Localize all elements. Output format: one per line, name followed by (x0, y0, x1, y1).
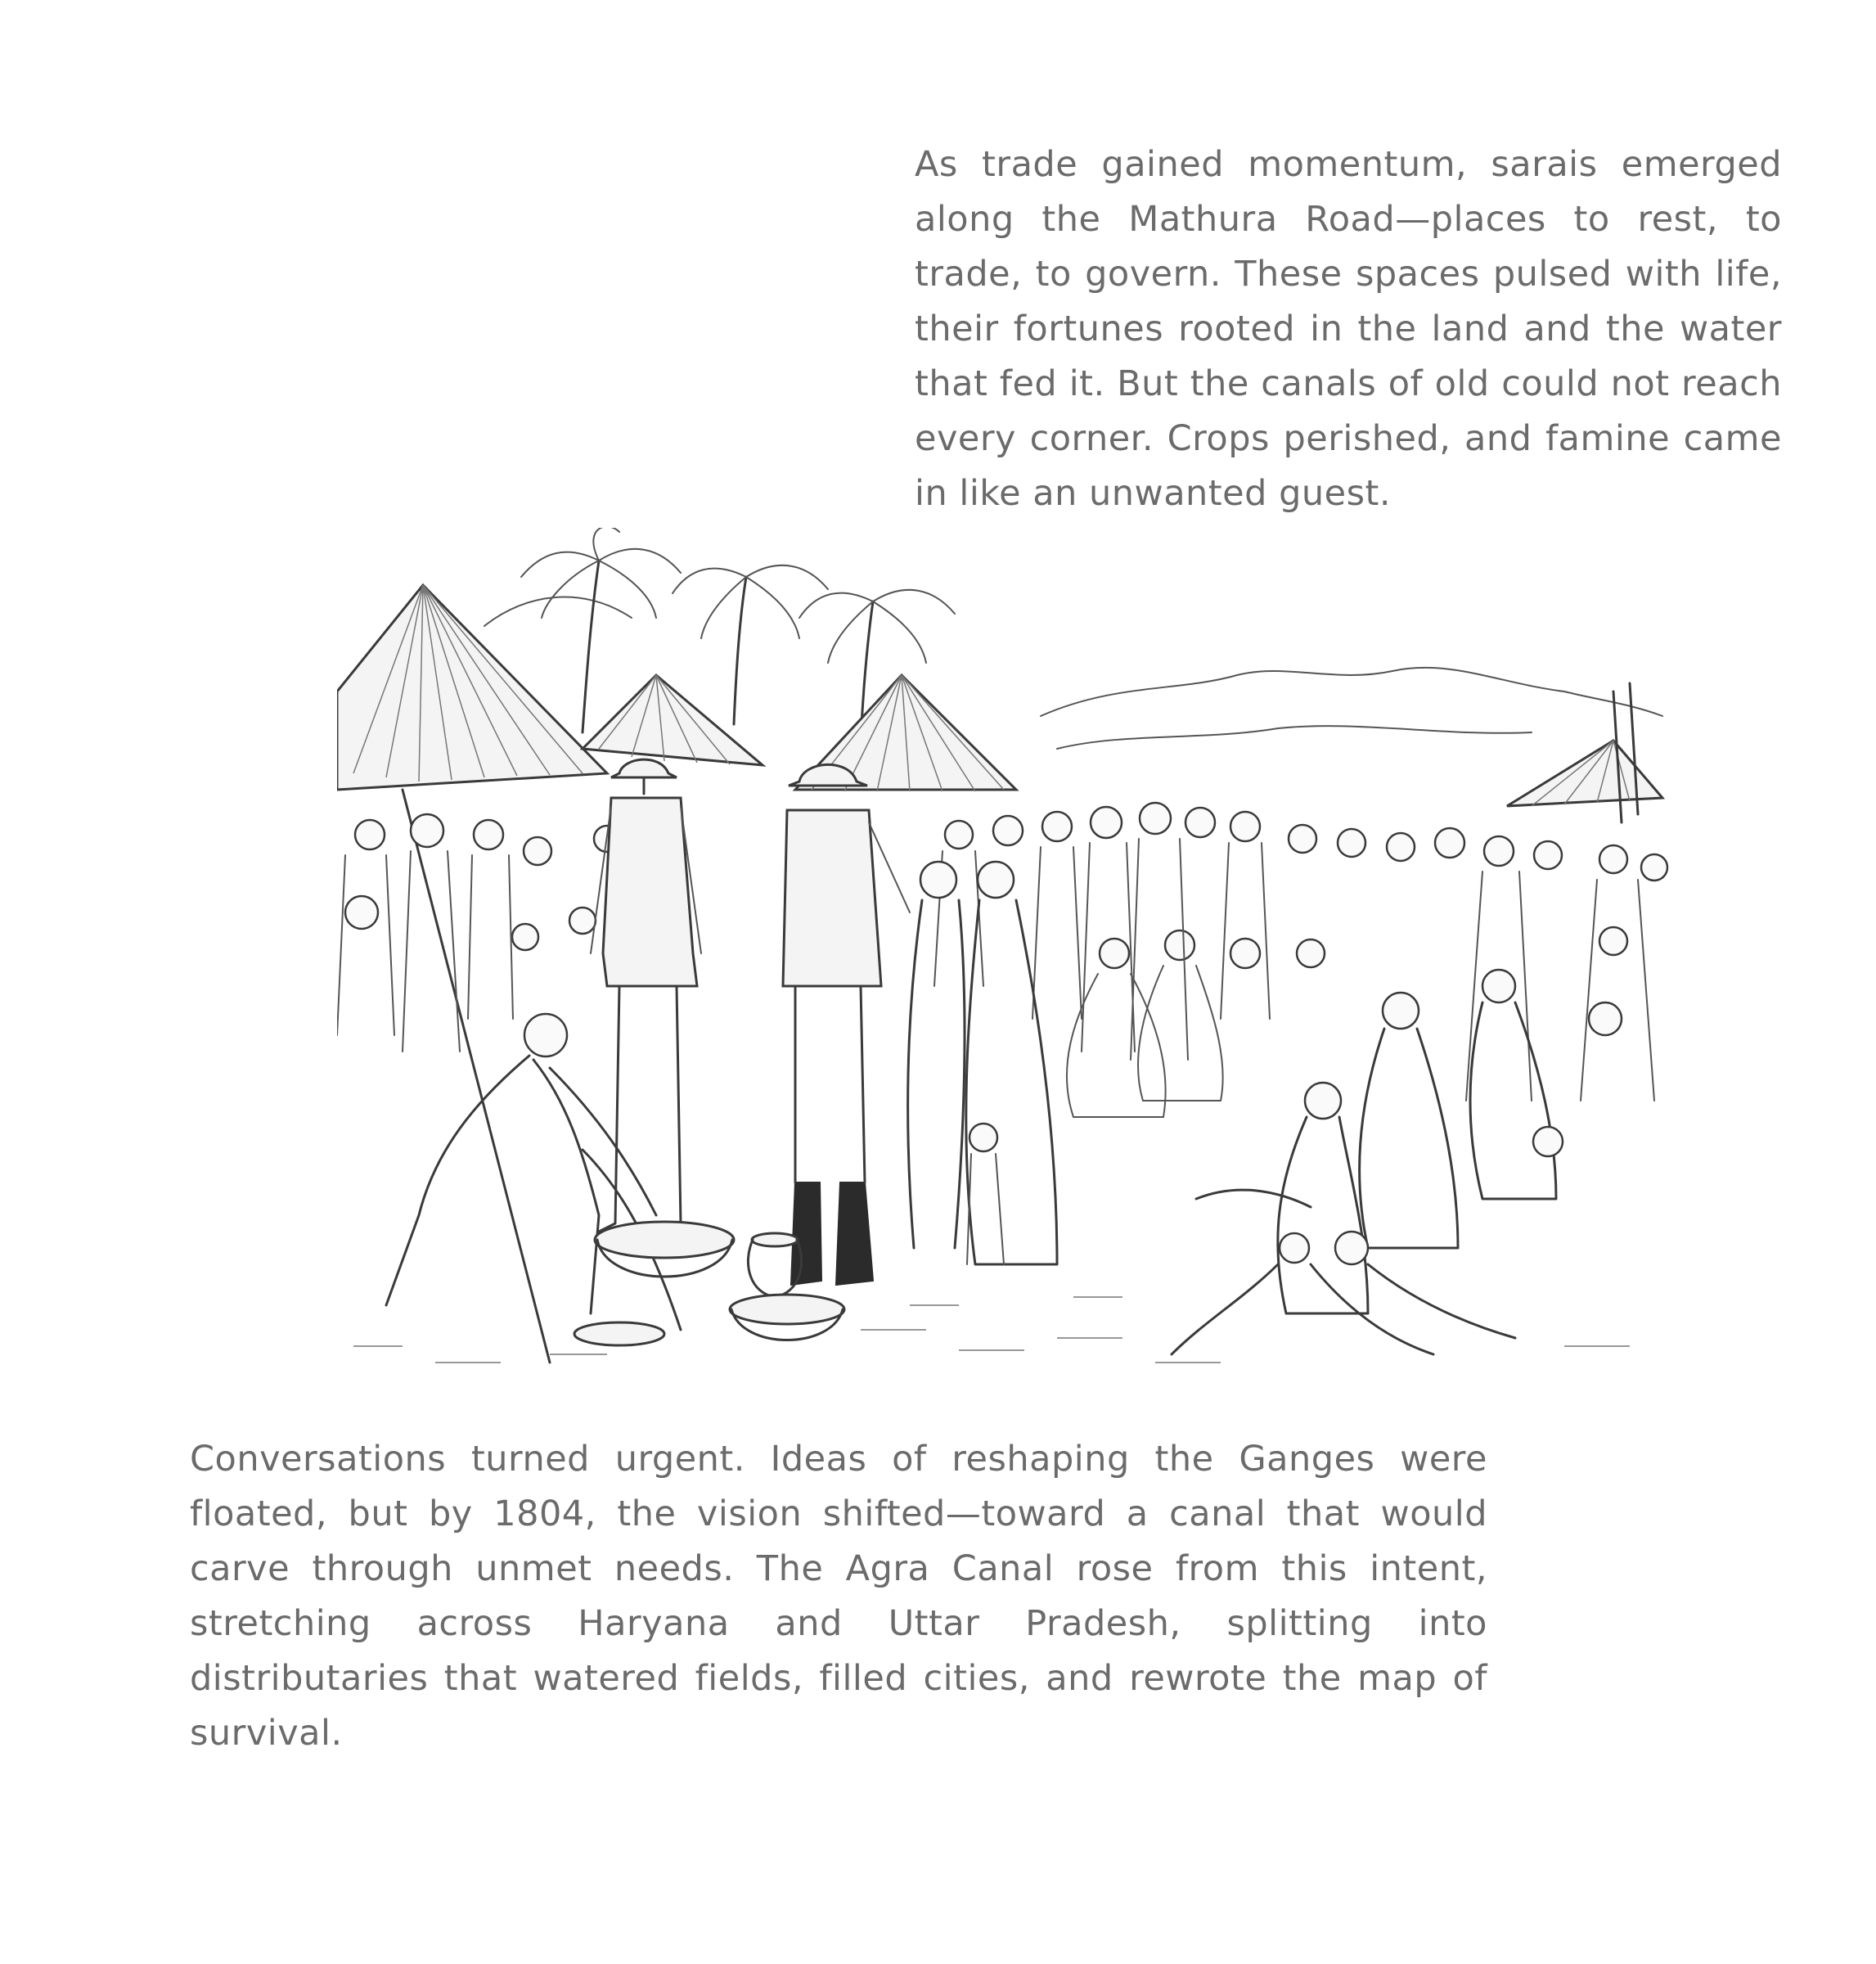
officer-right (783, 764, 910, 1285)
mother-and-children (908, 862, 1057, 1264)
hut-left (337, 585, 607, 1363)
paragraph-sarais: As trade gained momentum, sarais emerged along the Mathura Road—places to rest, to trade, to govern. These spaces pulsed with life, their fortunes rooted in the land and the water that fed it. But the canals of old could not reach every corner. Crops perished, and famine came in like an unwanted guest. (915, 144, 1782, 514)
famine-victims-right (1172, 970, 1622, 1354)
famine-relief-illustration (337, 528, 1679, 1395)
ground (353, 1297, 1630, 1363)
hut-right (1507, 683, 1662, 822)
man-serving-food (386, 1014, 681, 1330)
palm-tree-middle (673, 565, 828, 724)
officer-left (591, 759, 701, 1232)
paragraph-agra-canal: Conversations turned urgent. Ideas of reshaping the Ganges were floated, but by 1804, the vision shifted—toward a canal that would carve through unmet needs. The Agra Canal rose from this intent, stretching across Haryana and Uttar Pradesh, splitting into distributaries that watered fields, filled cities, and rewrote the map of survival. (190, 1439, 1487, 1754)
